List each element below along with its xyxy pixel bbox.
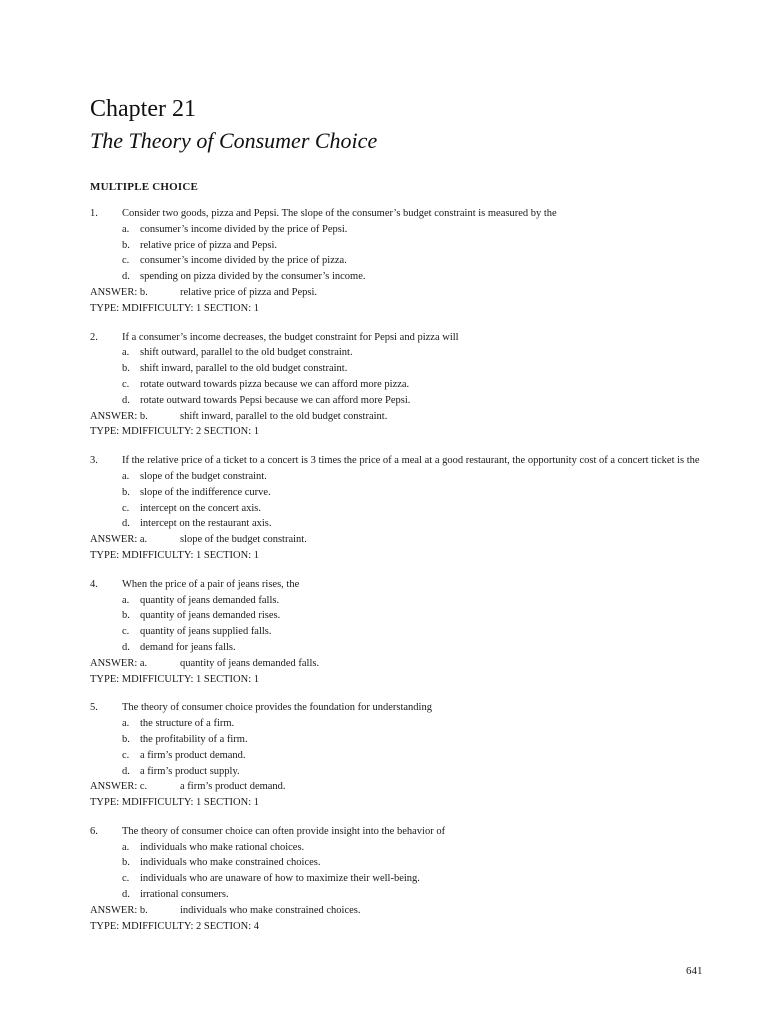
question-meta: TYPE: MDIFFICULTY: 2 SECTION: 1 <box>90 426 259 438</box>
option-letter: a. <box>122 223 130 235</box>
option-letter: c. <box>122 626 130 638</box>
answer-label: ANSWER: a. <box>90 657 148 669</box>
option-letter: a. <box>122 470 130 482</box>
option-text: quantity of jeans supplied falls. <box>140 626 272 638</box>
answer-text: quantity of jeans demanded falls. <box>180 657 320 669</box>
option-letter: b. <box>122 486 130 498</box>
question-meta: TYPE: MDIFFICULTY: 1 SECTION: 1 <box>90 549 259 561</box>
option-letter: b. <box>122 857 130 869</box>
option-letter: a. <box>122 841 130 853</box>
answer-option <box>90 469 710 485</box>
answer-text: relative price of pizza and Pepsi. <box>180 286 318 298</box>
answer-option <box>90 253 710 269</box>
answer-label: ANSWER: b. <box>90 410 148 422</box>
answer-label: ANSWER: b. <box>90 904 148 916</box>
question-text: If the relative price of a ticket to a concert is 3 times the price of a meal at a good restaurant, the opportunity cost of a concert ticket is the <box>122 455 700 467</box>
question-number: 4. <box>90 578 98 590</box>
option-text: spending on pizza divided by the consumer’s income. <box>140 271 366 283</box>
answer-option <box>90 871 710 887</box>
option-text: the profitability of a firm. <box>140 733 248 745</box>
option-text: individuals who make constrained choices. <box>140 857 321 869</box>
option-text: a firm’s product supply. <box>140 765 240 777</box>
answer-text: slope of the budget constraint. <box>180 534 307 546</box>
option-letter: c. <box>122 502 130 514</box>
option-letter: b. <box>122 363 130 375</box>
answer-line <box>90 532 710 548</box>
question-item <box>90 206 710 317</box>
answer-option <box>90 887 710 903</box>
question-stem <box>90 577 710 593</box>
question-stem <box>90 453 710 469</box>
option-text: relative price of pizza and Pepsi. <box>140 239 278 251</box>
option-text: the structure of a firm. <box>140 718 235 730</box>
option-letter: d. <box>122 271 130 283</box>
question-stem <box>90 330 710 346</box>
answer-option <box>90 855 710 871</box>
option-text: shift outward, parallel to the old budget constraint. <box>140 347 353 359</box>
question-item <box>90 824 710 935</box>
option-text: intercept on the restaurant axis. <box>140 518 272 530</box>
question-meta: TYPE: MDIFFICULTY: 2 SECTION: 4 <box>90 920 259 932</box>
question-item <box>90 577 710 688</box>
option-letter: b. <box>122 610 130 622</box>
option-letter: b. <box>122 733 130 745</box>
question-text: If a consumer’s income decreases, the budget constraint for Pepsi and pizza will <box>122 331 459 343</box>
option-text: quantity of jeans demanded falls. <box>140 594 280 606</box>
option-text: intercept on the concert axis. <box>140 502 261 514</box>
option-text: slope of the indifference curve. <box>140 486 271 498</box>
answer-option <box>90 516 710 532</box>
question-text: The theory of consumer choice can often provide insight into the behavior of <box>122 825 446 837</box>
answer-option <box>90 345 710 361</box>
question-text: Consider two goods, pizza and Pepsi. The slope of the consumer’s budget constraint is measured by the <box>122 208 557 219</box>
option-letter: a. <box>122 594 130 606</box>
answer-line <box>90 409 710 425</box>
answer-line <box>90 779 710 795</box>
answer-option <box>90 377 710 393</box>
question-item <box>90 700 710 811</box>
answer-option <box>90 393 710 409</box>
option-letter: c. <box>122 873 130 885</box>
question-number: 5. <box>90 702 98 714</box>
option-text: demand for jeans falls. <box>140 641 236 653</box>
option-text: individuals who are unaware of how to maximize their well-being. <box>140 873 420 885</box>
option-text: rotate outward towards pizza because we can afford more pizza. <box>140 378 410 390</box>
option-text: rotate outward towards Pepsi because we can afford more Pepsi. <box>140 394 411 406</box>
answer-label: ANSWER: a. <box>90 534 148 546</box>
question-stem <box>90 700 710 716</box>
option-letter: a. <box>122 347 130 359</box>
answer-text: a firm’s product demand. <box>180 781 286 793</box>
answer-option <box>90 608 710 624</box>
section-heading: MULTIPLE CHOICE <box>90 181 199 193</box>
answer-option <box>90 361 710 377</box>
answer-option <box>90 485 710 501</box>
answer-option <box>90 716 710 732</box>
option-letter: c. <box>122 378 130 390</box>
answer-text: individuals who make constrained choices. <box>180 904 361 916</box>
question-number: 3. <box>90 455 98 467</box>
answer-option <box>90 501 710 517</box>
option-letter: c. <box>122 749 130 761</box>
question-meta: TYPE: MDIFFICULTY: 1 SECTION: 1 <box>90 673 259 685</box>
option-text: consumer’s income divided by the price of pizza. <box>140 255 347 267</box>
chapter-title: The Theory of Consumer Choice <box>90 128 378 153</box>
question-meta: TYPE: MDIFFICULTY: 1 SECTION: 1 <box>90 797 259 809</box>
option-letter: d. <box>122 889 130 901</box>
chapter-number: Chapter 21 <box>90 96 196 122</box>
question-meta: TYPE: MDIFFICULTY: 1 SECTION: 1 <box>90 302 259 314</box>
question-number: 1. <box>90 208 98 219</box>
answer-option <box>90 764 710 780</box>
answer-option <box>90 640 710 656</box>
answer-line <box>90 656 710 672</box>
answer-option <box>90 748 710 764</box>
option-letter: c. <box>122 255 130 267</box>
question-stem <box>90 206 710 222</box>
question-text: The theory of consumer choice provides the foundation for understanding <box>122 702 432 714</box>
question-number: 2. <box>90 331 98 343</box>
option-text: irrational consumers. <box>140 889 229 901</box>
answer-option <box>90 238 710 254</box>
question-stem <box>90 824 710 840</box>
answer-option <box>90 222 710 238</box>
question-text: When the price of a pair of jeans rises, the <box>122 578 300 590</box>
answer-option <box>90 624 710 640</box>
option-letter: d. <box>122 765 130 777</box>
answer-line <box>90 285 710 301</box>
option-letter: d. <box>122 518 130 530</box>
question-item <box>90 453 710 564</box>
question-item <box>90 330 710 441</box>
answer-label: ANSWER: c. <box>90 781 148 793</box>
answer-line <box>90 903 710 919</box>
option-text: slope of the budget constraint. <box>140 470 267 482</box>
answer-option <box>90 840 710 856</box>
answer-label: ANSWER: b. <box>90 286 148 298</box>
option-text: a firm’s product demand. <box>140 749 246 761</box>
answer-option <box>90 269 710 285</box>
option-text: individuals who make rational choices. <box>140 841 305 853</box>
question-number: 6. <box>90 825 98 837</box>
option-text: consumer’s income divided by the price of Pepsi. <box>140 223 348 235</box>
answer-option <box>90 732 710 748</box>
question-list <box>90 206 710 947</box>
option-letter: d. <box>122 394 130 406</box>
option-letter: a. <box>122 718 130 730</box>
answer-option <box>90 593 710 609</box>
option-text: shift inward, parallel to the old budget constraint. <box>140 363 348 375</box>
page-number: 641 <box>686 965 703 977</box>
option-letter: b. <box>122 239 130 251</box>
option-text: quantity of jeans demanded rises. <box>140 610 281 622</box>
answer-text: shift inward, parallel to the old budget constraint. <box>180 410 388 422</box>
option-letter: d. <box>122 641 130 653</box>
